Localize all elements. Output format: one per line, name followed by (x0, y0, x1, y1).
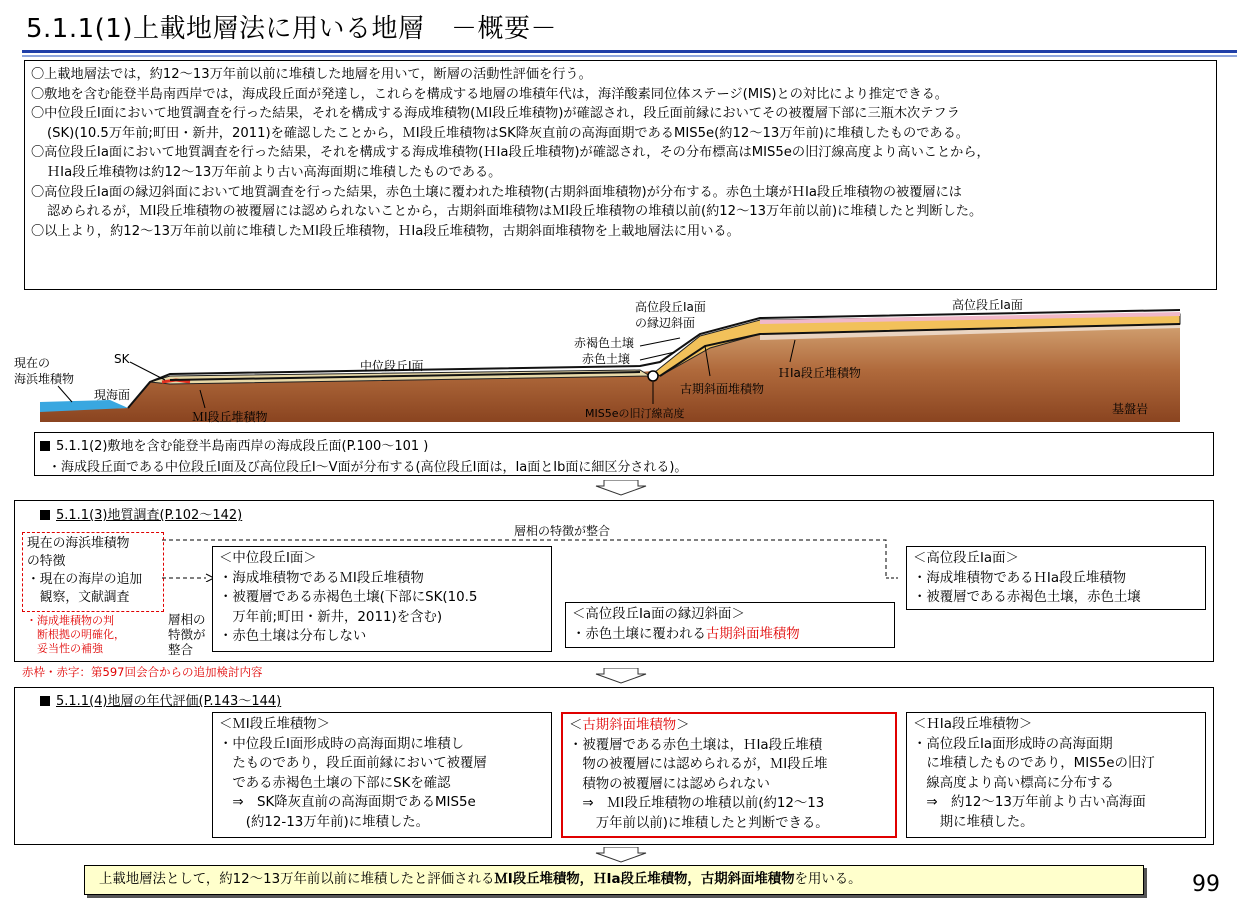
h1a-age-box (906, 712, 1206, 838)
diagram-label: 赤褐色土壌 (574, 336, 635, 350)
box-line: 万年前以前)に堆積したと判断できる。 (569, 815, 829, 831)
box-line: ・被覆層である赤褐色土壌(下部にSK(10.5 (219, 590, 478, 606)
beach-line: 観察，文献調査 (27, 590, 130, 605)
diagram-label: 古期斜面堆積物 (680, 382, 765, 396)
diagram-label: 高位段丘Ⅰa面 (952, 298, 1023, 312)
box-line: たものであり，段丘面前縁において被覆層 (219, 756, 487, 772)
box-line: ⇒ SK降灰直前の高海面期であるMIS5e (219, 795, 476, 811)
h1a-survey-box (906, 546, 1206, 610)
beach-line: 現在の海浜堆積物 (27, 536, 130, 551)
beach-line: の特徴 (27, 554, 66, 569)
m1-survey-box (212, 546, 552, 652)
diagram-label: 海浜堆積物 (14, 372, 75, 386)
beach-deposit-box (22, 532, 164, 612)
summary-line: 〇高位段丘Ⅰa面の縁辺斜面において地質調査を行った結果，赤色土壌に覆われた堆積物(古期斜面堆積物)が分布する。赤色土壌がＨⅠa段丘堆積物の被覆層には (31, 184, 962, 200)
box-line: (約12-13万年前)に堆積した。 (219, 814, 430, 830)
summary-line: 〇敷地を含む能登半島南西岸では，海成段丘面が発達し，これらを構成する地層の堆積年代は，海洋酸素同位体ステージ(MIS)との対比により推定できる。 (31, 86, 948, 102)
red-note: ・海成堆積物の判 断根拠の明確化， 妥当性の補強 (26, 614, 125, 655)
summary-line: ＨⅠa段丘堆積物は約12～13万年前より古い高海面期に堆積したものである。 (47, 164, 502, 180)
box-line: ⇒ 約12～13万年前より古い高海面 (913, 795, 1146, 811)
title-rule-light (22, 55, 1237, 57)
slope-survey-box (565, 602, 895, 648)
box-line: ＜高位段丘Ⅰa面＞ (913, 551, 1019, 566)
diagram-label: 高位段丘Ⅰa面 (635, 300, 706, 314)
box-line: ・被覆層である赤色土壌は，ＨⅠa段丘堆積 (569, 737, 823, 753)
box-line: に堆積したものであり，MIS5eの旧汀 (913, 756, 1155, 772)
diagram-label: MIS5eの旧汀線高度 (585, 407, 685, 420)
box-line: ＜ＨⅠa段丘堆積物＞ (913, 717, 1033, 732)
diagram-label: 中位段丘Ⅰ面 (360, 359, 424, 373)
box-title: ＜古期斜面堆積物＞ (569, 718, 690, 733)
diagram-label: ＭⅠ段丘堆積物 (192, 410, 268, 424)
down-arrow-icon (594, 668, 648, 684)
page-number: 99 (1192, 872, 1220, 897)
box-line: ・中位段丘Ⅰ面形成時の高海面期に堆積し (219, 736, 464, 752)
box-line: ・高位段丘Ⅰa面形成時の高海面期 (913, 736, 1113, 752)
summary-line: 〇中位段丘Ⅰ面において地質調査を行った結果，それを構成する海成堆積物(ＭⅠ段丘堆積物)が確認され，段丘面前縁においてその被覆層下部に三瓶木次テフラ (31, 106, 960, 122)
box-line: 万年前;町田・新井，2011)を含む) (219, 609, 443, 625)
down-arrow-icon (594, 480, 648, 496)
box-line: ・被覆層である赤褐色土壌，赤色土壌 (913, 590, 1141, 606)
box-line: ・赤色土壌に覆われる古期斜面堆積物 (572, 626, 800, 642)
box-line: ・海成堆積物であるＨⅠa段丘堆積物 (913, 570, 1127, 586)
box-line: ⇒ ＭⅠ段丘堆積物の堆積以前(約12～13 (569, 796, 825, 812)
diagram-label: の縁辺斜面 (635, 316, 696, 330)
conclusion-box: 上載地層法として，約12～13万年前以前に堆積したと評価されるＭⅠ段丘堆積物，ＨⅠa段丘堆積物，古期斜面堆積物を用いる。 (84, 865, 1144, 895)
summary-line: 〇以上より，約12～13万年前以前に堆積したＭⅠ段丘堆積物，ＨⅠa段丘堆積物，古期斜面堆積物を上載地層法に用いる。 (31, 223, 740, 239)
box-line: 線高度より高い標高に分布する (913, 775, 1114, 791)
box-line: である赤褐色土壌の下部にSKを確認 (219, 775, 451, 791)
box-line: 物の被覆層には認められるが，ＭⅠ段丘堆 (569, 757, 828, 773)
summary-line: 認められるが，ＭⅠ段丘堆積物の被覆層には認められないことから，古期斜面堆積物はＭⅠ段丘堆積物の堆積以前(約12～13万年前以前)に堆積したと判断した。 (47, 204, 983, 220)
section-text: ・海成段丘面である中位段丘Ⅰ面及び高位段丘Ⅰ～Ⅴ面が分布する(高位段丘Ⅰ面は，Ⅰa面とⅠb面に細区分される)。 (48, 460, 688, 475)
diagram-label: 赤色土壌 (582, 352, 631, 366)
box-line: ＜高位段丘Ⅰa面の縁辺斜面＞ (572, 607, 745, 622)
box-line: ＜ＭⅠ段丘堆積物＞ (219, 717, 331, 732)
diagram-label: SK (114, 352, 130, 366)
red-caption: 赤枠・赤字：第597回会合からの追加検討内容 (22, 665, 263, 679)
old-slope-age-box (561, 712, 897, 838)
summary-line: 〇高位段丘Ⅰa面において地質調査を行った結果，それを構成する海成堆積物(ＨⅠa段丘堆積物)が確認され，その分布標高はMIS5eの旧汀線高度より高いことから， (31, 145, 990, 161)
diagram-label: 現海面 (94, 388, 131, 402)
facies-match-label: 層相の特徴が整合 (514, 524, 611, 538)
summary-line: 〇上載地層法では，約12～13万年前以前に堆積した地層を用いて，断層の活動性評価を行う。 (31, 67, 592, 82)
box-line: ・海成堆積物であるＭⅠ段丘堆積物 (219, 570, 424, 586)
section-heading: 5.1.1(3)地質調査(P.102～142) (40, 504, 242, 523)
box-line: 期に堆積した。 (913, 814, 1034, 830)
box-line: ＜中位段丘Ⅰ面＞ (219, 551, 317, 566)
m1-age-box (212, 712, 552, 838)
section-heading: 5.1.1(4)地層の年代評価(P.143～144) (40, 690, 281, 709)
title-rule (22, 50, 1237, 53)
summary-box (24, 60, 1217, 290)
beach-line: ・現在の海岸の追加 (27, 572, 143, 587)
diagram-label: ＨⅠa段丘堆積物 (778, 366, 861, 380)
summary-line: (SK)(10.5万年前;町田・新井，2011)を確認したことから，ＭⅠ段丘堆積物はSK降灰直前の高海面期であるMIS5e(約12～13万年前)に堆積したものである。 (47, 125, 969, 141)
page-title: 5.1.1(1)上載地層法に用いる地層 －概要－ (26, 14, 557, 44)
box-line: ・赤色土壌は分布しない (219, 629, 367, 645)
down-arrow-icon (594, 847, 648, 863)
box-line: 積物の被覆層には認められない (569, 776, 770, 792)
section-heading: 5.1.1(2)敷地を含む能登半島南西岸の海成段丘面(P.100～101 ) (40, 435, 428, 454)
diagram-label: 現在の (14, 356, 51, 370)
facies-match-vertical: 層相の 特徴が 整合 (168, 612, 206, 657)
diagram-label: 基盤岩 (1112, 402, 1149, 416)
